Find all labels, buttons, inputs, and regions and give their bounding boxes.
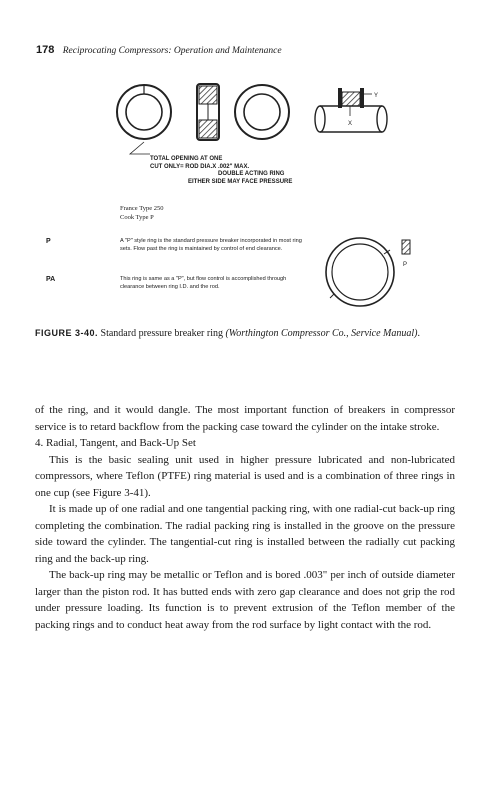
caption-end: . <box>417 328 420 339</box>
definition-row <box>46 276 326 312</box>
caption-text: Standard pressure breaker ring <box>100 328 223 339</box>
definition-description: A "P" style ring is the standard pressure breaker incorporated in most ring sets. Flow past the ring is maintained by control of end clearance. <box>120 238 302 252</box>
paragraph: This is the basic sealing unit used in higher pressure lubricated and non-lubricated compressors, where Teflon (PTFE) ring material is used and is a combination of three rings in one cup (see Figure 3-41). <box>35 453 455 499</box>
label-x: X <box>348 121 353 127</box>
breaker-ring-front-view-2 <box>235 85 289 139</box>
ring-type-list <box>120 205 163 222</box>
pa-ring-drawing <box>318 232 418 312</box>
definition-term: PA <box>46 276 56 283</box>
running-header <box>36 44 282 56</box>
label-y: Y <box>374 93 379 99</box>
definition-description: This ring is same as a "P", but flow control is accomplished through clearance between ring I.D. and the rod. <box>120 276 287 290</box>
paragraph: The back-up ring may be metallic or Teflon and is bored .003" per inch of outside diameter larger than the piston rod. It has butted ends with zero gap clearance and does not grip the rod under pressure loading. Its function is to prevent extrusion of the Teflon member of the packing rings and to conduct heat away from the rod surface by light contact with the rod. <box>35 569 455 631</box>
ring-type: France Type 250 <box>120 205 164 212</box>
drawing-note: EITHER SIDE MAY FACE PRESSURE <box>188 178 293 185</box>
breaker-ring-side-view <box>197 84 219 140</box>
drawing-notes <box>150 156 292 186</box>
definition-term: P <box>46 238 51 245</box>
running-title: Reciprocating Compressors: Operation and Maintenance <box>62 46 282 56</box>
caption-source: (Worthington Compressor Co., Service Manual) <box>225 328 418 339</box>
ring-definitions <box>46 238 326 312</box>
paragraph: It is made up of one radial and one tangential packing ring, with one radial-cut back-up ring completing the combination. The radial packing ring is installed in the groove on the pressure side toward the cylinder. The tangential-cut ring is installed between the radially cut packing ring and the back-up ring. <box>35 503 455 565</box>
figure-label: FIGURE 3-40. <box>35 328 99 338</box>
breaker-ring-front-view <box>117 85 171 139</box>
figure-caption <box>35 326 455 341</box>
drawing-note: TOTAL OPENING AT ONE <box>150 156 223 162</box>
ring-type: Cook Type P <box>120 213 154 221</box>
section-heading: 4. Radial, Tangent, and Back-Up Set <box>35 437 196 449</box>
paragraph: of the ring, and it would dangle. The most important function of breakers in compressor service is to retard backflow from the packing case toward the cylinder on the intake stroke. <box>35 404 455 433</box>
drawing-note: CUT ONLY= ROD DIA.X .002" MAX. <box>150 163 250 170</box>
body-text <box>35 402 455 633</box>
label-p: P <box>403 262 408 268</box>
page-number: 178 <box>36 44 55 56</box>
drawing-note: DOUBLE ACTING RING <box>218 171 285 177</box>
definition-row <box>46 238 326 274</box>
rod-cross-section <box>315 88 387 132</box>
